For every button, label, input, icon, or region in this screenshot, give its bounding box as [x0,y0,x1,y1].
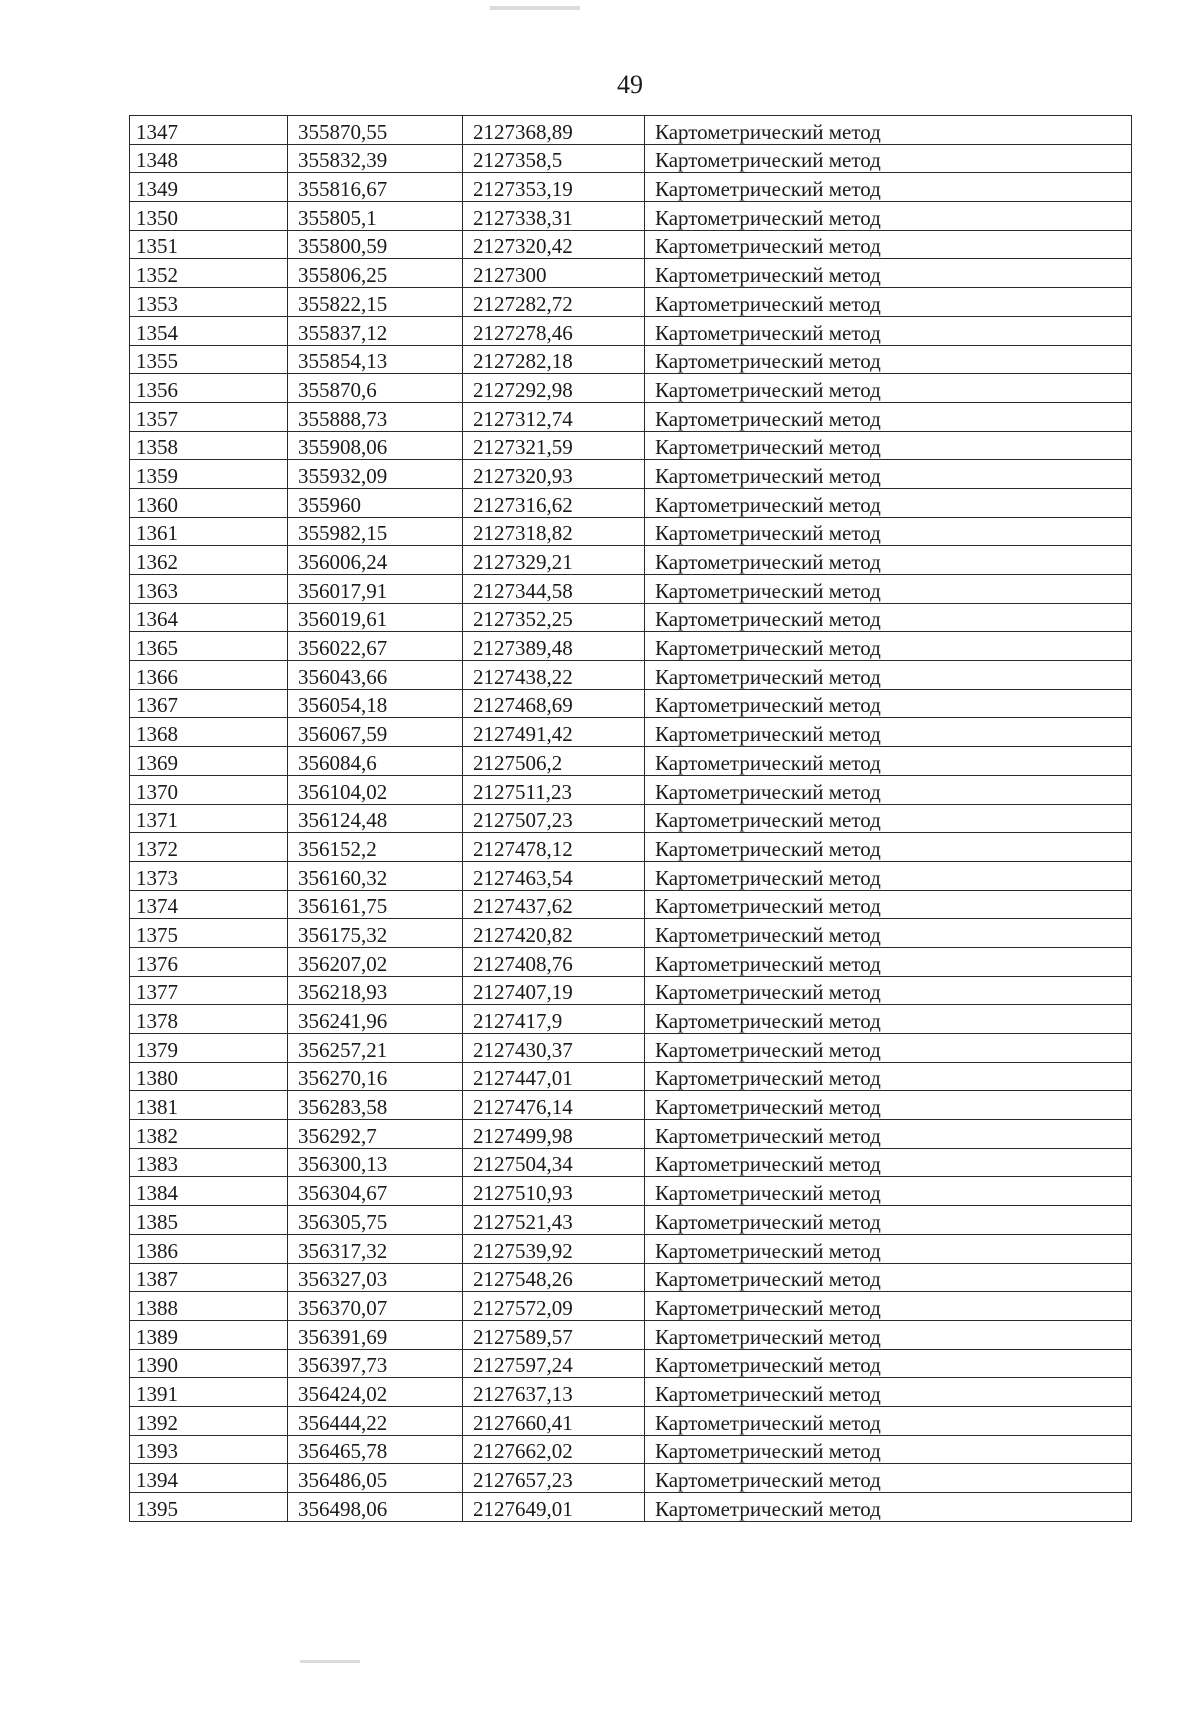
y-coordinate-cell: 2127660,41 [463,1406,645,1435]
y-coordinate-cell: 2127420,82 [463,919,645,948]
method-cell: Картометрический метод [645,316,1132,345]
table-row [130,402,1132,431]
method-cell: Картометрический метод [645,632,1132,661]
method-cell: Картометрический метод [645,919,1132,948]
method-cell: Картометрический метод [645,689,1132,718]
x-coordinate-cell: 356498,06 [288,1493,463,1522]
x-coordinate-cell: 355822,15 [288,288,463,317]
table-row [130,345,1132,374]
table-row [130,1435,1132,1464]
table-row [130,173,1132,202]
y-coordinate-cell: 2127312,74 [463,402,645,431]
table-row [130,288,1132,317]
x-coordinate-cell: 356152,2 [288,833,463,862]
x-coordinate-cell: 356175,32 [288,919,463,948]
method-cell: Картометрический метод [645,804,1132,833]
x-coordinate-cell: 356292,7 [288,1120,463,1149]
table-row [130,1177,1132,1206]
method-cell: Картометрический метод [645,1062,1132,1091]
point-number-cell: 1370 [130,775,288,804]
table-row [130,374,1132,403]
point-number-cell: 1385 [130,1206,288,1235]
x-coordinate-cell: 355806,25 [288,259,463,288]
table-row [130,202,1132,231]
y-coordinate-cell: 2127511,23 [463,775,645,804]
x-coordinate-cell: 355816,67 [288,173,463,202]
table-row [130,1263,1132,1292]
x-coordinate-cell: 356486,05 [288,1464,463,1493]
table-row [130,1206,1132,1235]
y-coordinate-cell: 2127344,58 [463,575,645,604]
x-coordinate-cell: 356465,78 [288,1435,463,1464]
x-coordinate-cell: 356084,6 [288,747,463,776]
point-number-cell: 1361 [130,517,288,546]
method-cell: Картометрический метод [645,546,1132,575]
method-cell: Картометрический метод [645,747,1132,776]
y-coordinate-cell: 2127649,01 [463,1493,645,1522]
x-coordinate-cell: 355805,1 [288,202,463,231]
y-coordinate-cell: 2127408,76 [463,947,645,976]
y-coordinate-cell: 2127318,82 [463,517,645,546]
table-row [130,488,1132,517]
table-row [130,804,1132,833]
x-coordinate-cell: 355888,73 [288,402,463,431]
y-coordinate-cell: 2127389,48 [463,632,645,661]
method-cell: Картометрический метод [645,144,1132,173]
point-number-cell: 1366 [130,661,288,690]
point-number-cell: 1363 [130,575,288,604]
x-coordinate-cell: 356283,58 [288,1091,463,1120]
y-coordinate-cell: 2127572,09 [463,1292,645,1321]
x-coordinate-cell: 356160,32 [288,861,463,890]
point-number-cell: 1355 [130,345,288,374]
x-coordinate-cell: 356424,02 [288,1378,463,1407]
y-coordinate-cell: 2127476,14 [463,1091,645,1120]
y-coordinate-cell: 2127499,98 [463,1120,645,1149]
method-cell: Картометрический метод [645,661,1132,690]
point-number-cell: 1383 [130,1148,288,1177]
y-coordinate-cell: 2127504,34 [463,1148,645,1177]
x-coordinate-cell: 356104,02 [288,775,463,804]
method-cell: Картометрический метод [645,1435,1132,1464]
point-number-cell: 1357 [130,402,288,431]
table-row [130,517,1132,546]
point-number-cell: 1350 [130,202,288,231]
table-row [130,1320,1132,1349]
table-row [130,575,1132,604]
method-cell: Картометрический метод [645,1349,1132,1378]
method-cell: Картометрический метод [645,1206,1132,1235]
method-cell: Картометрический метод [645,1120,1132,1149]
x-coordinate-cell: 356397,73 [288,1349,463,1378]
y-coordinate-cell: 2127463,54 [463,861,645,890]
point-number-cell: 1358 [130,431,288,460]
x-coordinate-cell: 356218,93 [288,976,463,1005]
table-row [130,890,1132,919]
method-cell: Картометрический метод [645,976,1132,1005]
y-coordinate-cell: 2127368,89 [463,116,645,145]
x-coordinate-cell: 356300,13 [288,1148,463,1177]
y-coordinate-cell: 2127447,01 [463,1062,645,1091]
point-number-cell: 1371 [130,804,288,833]
y-coordinate-cell: 2127282,72 [463,288,645,317]
y-coordinate-cell: 2127468,69 [463,689,645,718]
x-coordinate-cell: 356022,67 [288,632,463,661]
method-cell: Картометрический метод [645,202,1132,231]
point-number-cell: 1372 [130,833,288,862]
y-coordinate-cell: 2127329,21 [463,546,645,575]
table-row [130,1091,1132,1120]
table-row [130,259,1132,288]
y-coordinate-cell: 2127353,19 [463,173,645,202]
y-coordinate-cell: 2127407,19 [463,976,645,1005]
y-coordinate-cell: 2127507,23 [463,804,645,833]
table-row [130,116,1132,145]
x-coordinate-cell: 356054,18 [288,689,463,718]
table-row [130,1378,1132,1407]
method-cell: Картометрический метод [645,1005,1132,1034]
x-coordinate-cell: 356270,16 [288,1062,463,1091]
point-number-cell: 1364 [130,603,288,632]
point-number-cell: 1352 [130,259,288,288]
point-number-cell: 1368 [130,718,288,747]
method-cell: Картометрический метод [645,230,1132,259]
method-cell: Картометрический метод [645,1034,1132,1063]
method-cell: Картометрический метод [645,345,1132,374]
point-number-cell: 1349 [130,173,288,202]
method-cell: Картометрический метод [645,517,1132,546]
point-number-cell: 1395 [130,1493,288,1522]
y-coordinate-cell: 2127292,98 [463,374,645,403]
point-number-cell: 1390 [130,1349,288,1378]
method-cell: Картометрический метод [645,1177,1132,1206]
y-coordinate-cell: 2127320,42 [463,230,645,259]
point-number-cell: 1369 [130,747,288,776]
table-row [130,1034,1132,1063]
point-number-cell: 1393 [130,1435,288,1464]
y-coordinate-cell: 2127597,24 [463,1349,645,1378]
table-row [130,833,1132,862]
method-cell: Картометрический метод [645,374,1132,403]
method-cell: Картометрический метод [645,575,1132,604]
point-number-cell: 1356 [130,374,288,403]
method-cell: Картометрический метод [645,1378,1132,1407]
x-coordinate-cell: 355854,13 [288,345,463,374]
x-coordinate-cell: 356161,75 [288,890,463,919]
point-number-cell: 1384 [130,1177,288,1206]
x-coordinate-cell: 356017,91 [288,575,463,604]
coordinates-table [129,115,1132,1522]
x-coordinate-cell: 355870,55 [288,116,463,145]
table-row [130,976,1132,1005]
table-row [130,689,1132,718]
table-row [130,546,1132,575]
y-coordinate-cell: 2127491,42 [463,718,645,747]
y-coordinate-cell: 2127510,93 [463,1177,645,1206]
y-coordinate-cell: 2127438,22 [463,661,645,690]
x-coordinate-cell: 355932,09 [288,460,463,489]
x-coordinate-cell: 356019,61 [288,603,463,632]
x-coordinate-cell: 355800,59 [288,230,463,259]
table-row [130,1120,1132,1149]
method-cell: Картометрический метод [645,288,1132,317]
point-number-cell: 1391 [130,1378,288,1407]
point-number-cell: 1367 [130,689,288,718]
x-coordinate-cell: 356305,75 [288,1206,463,1235]
page-number: 49 [617,70,643,99]
point-number-cell: 1387 [130,1263,288,1292]
table-row [130,1062,1132,1091]
x-coordinate-cell: 356444,22 [288,1406,463,1435]
y-coordinate-cell: 2127300 [463,259,645,288]
table-row [130,747,1132,776]
x-coordinate-cell: 356207,02 [288,947,463,976]
method-cell: Картометрический метод [645,1320,1132,1349]
point-number-cell: 1376 [130,947,288,976]
point-number-cell: 1362 [130,546,288,575]
point-number-cell: 1382 [130,1120,288,1149]
x-coordinate-cell: 355837,12 [288,316,463,345]
coordinates-table-body [130,116,1132,1522]
point-number-cell: 1380 [130,1062,288,1091]
point-number-cell: 1347 [130,116,288,145]
point-number-cell: 1348 [130,144,288,173]
y-coordinate-cell: 2127637,13 [463,1378,645,1407]
y-coordinate-cell: 2127478,12 [463,833,645,862]
y-coordinate-cell: 2127417,9 [463,1005,645,1034]
method-cell: Картометрический метод [645,861,1132,890]
method-cell: Картометрический метод [645,460,1132,489]
x-coordinate-cell: 356067,59 [288,718,463,747]
point-number-cell: 1381 [130,1091,288,1120]
table-row [130,1493,1132,1522]
table-row [130,230,1132,259]
y-coordinate-cell: 2127548,26 [463,1263,645,1292]
method-cell: Картометрический метод [645,1406,1132,1435]
y-coordinate-cell: 2127320,93 [463,460,645,489]
method-cell: Картометрический метод [645,947,1132,976]
point-number-cell: 1360 [130,488,288,517]
x-coordinate-cell: 356391,69 [288,1320,463,1349]
x-coordinate-cell: 355908,06 [288,431,463,460]
point-number-cell: 1388 [130,1292,288,1321]
table-row [130,460,1132,489]
table-row [130,661,1132,690]
point-number-cell: 1354 [130,316,288,345]
table-row [130,1234,1132,1263]
x-coordinate-cell: 356006,24 [288,546,463,575]
method-cell: Картометрический метод [645,259,1132,288]
point-number-cell: 1359 [130,460,288,489]
method-cell: Картометрический метод [645,1493,1132,1522]
table-row [130,1292,1132,1321]
table-row [130,1406,1132,1435]
y-coordinate-cell: 2127338,31 [463,202,645,231]
table-row [130,1464,1132,1493]
y-coordinate-cell: 2127282,18 [463,345,645,374]
table-row [130,1005,1132,1034]
method-cell: Картометрический метод [645,890,1132,919]
y-coordinate-cell: 2127321,59 [463,431,645,460]
method-cell: Картометрический метод [645,1263,1132,1292]
table-row [130,1349,1132,1378]
method-cell: Картометрический метод [645,402,1132,431]
table-row [130,1148,1132,1177]
y-coordinate-cell: 2127539,92 [463,1234,645,1263]
x-coordinate-cell: 355832,39 [288,144,463,173]
point-number-cell: 1392 [130,1406,288,1435]
x-coordinate-cell: 356257,21 [288,1034,463,1063]
method-cell: Картометрический метод [645,488,1132,517]
y-coordinate-cell: 2127430,37 [463,1034,645,1063]
y-coordinate-cell: 2127662,02 [463,1435,645,1464]
point-number-cell: 1353 [130,288,288,317]
y-coordinate-cell: 2127316,62 [463,488,645,517]
x-coordinate-cell: 356043,66 [288,661,463,690]
y-coordinate-cell: 2127521,43 [463,1206,645,1235]
x-coordinate-cell: 355982,15 [288,517,463,546]
method-cell: Картометрический метод [645,718,1132,747]
y-coordinate-cell: 2127352,25 [463,603,645,632]
method-cell: Картометрический метод [645,1292,1132,1321]
point-number-cell: 1351 [130,230,288,259]
point-number-cell: 1389 [130,1320,288,1349]
table-row [130,144,1132,173]
y-coordinate-cell: 2127589,57 [463,1320,645,1349]
table-row [130,861,1132,890]
y-coordinate-cell: 2127437,62 [463,890,645,919]
x-coordinate-cell: 356327,03 [288,1263,463,1292]
point-number-cell: 1377 [130,976,288,1005]
table-row [130,603,1132,632]
method-cell: Картометрический метод [645,173,1132,202]
method-cell: Картометрический метод [645,603,1132,632]
point-number-cell: 1365 [130,632,288,661]
point-number-cell: 1375 [130,919,288,948]
point-number-cell: 1374 [130,890,288,919]
x-coordinate-cell: 356317,32 [288,1234,463,1263]
table-row [130,718,1132,747]
table-row [130,316,1132,345]
x-coordinate-cell: 356370,07 [288,1292,463,1321]
table-row [130,431,1132,460]
method-cell: Картометрический метод [645,431,1132,460]
table-row [130,947,1132,976]
x-coordinate-cell: 355870,6 [288,374,463,403]
table-row [130,632,1132,661]
point-number-cell: 1386 [130,1234,288,1263]
y-coordinate-cell: 2127278,46 [463,316,645,345]
point-number-cell: 1378 [130,1005,288,1034]
method-cell: Картометрический метод [645,116,1132,145]
table-row [130,775,1132,804]
scan-artifact [490,6,580,10]
method-cell: Картометрический метод [645,1148,1132,1177]
y-coordinate-cell: 2127358,5 [463,144,645,173]
x-coordinate-cell: 355960 [288,488,463,517]
point-number-cell: 1394 [130,1464,288,1493]
method-cell: Картометрический метод [645,1234,1132,1263]
x-coordinate-cell: 356241,96 [288,1005,463,1034]
method-cell: Картометрический метод [645,833,1132,862]
method-cell: Картометрический метод [645,775,1132,804]
method-cell: Картометрический метод [645,1091,1132,1120]
y-coordinate-cell: 2127506,2 [463,747,645,776]
x-coordinate-cell: 356124,48 [288,804,463,833]
y-coordinate-cell: 2127657,23 [463,1464,645,1493]
point-number-cell: 1373 [130,861,288,890]
method-cell: Картометрический метод [645,1464,1132,1493]
x-coordinate-cell: 356304,67 [288,1177,463,1206]
table-row [130,919,1132,948]
point-number-cell: 1379 [130,1034,288,1063]
scan-artifact [300,1660,360,1663]
